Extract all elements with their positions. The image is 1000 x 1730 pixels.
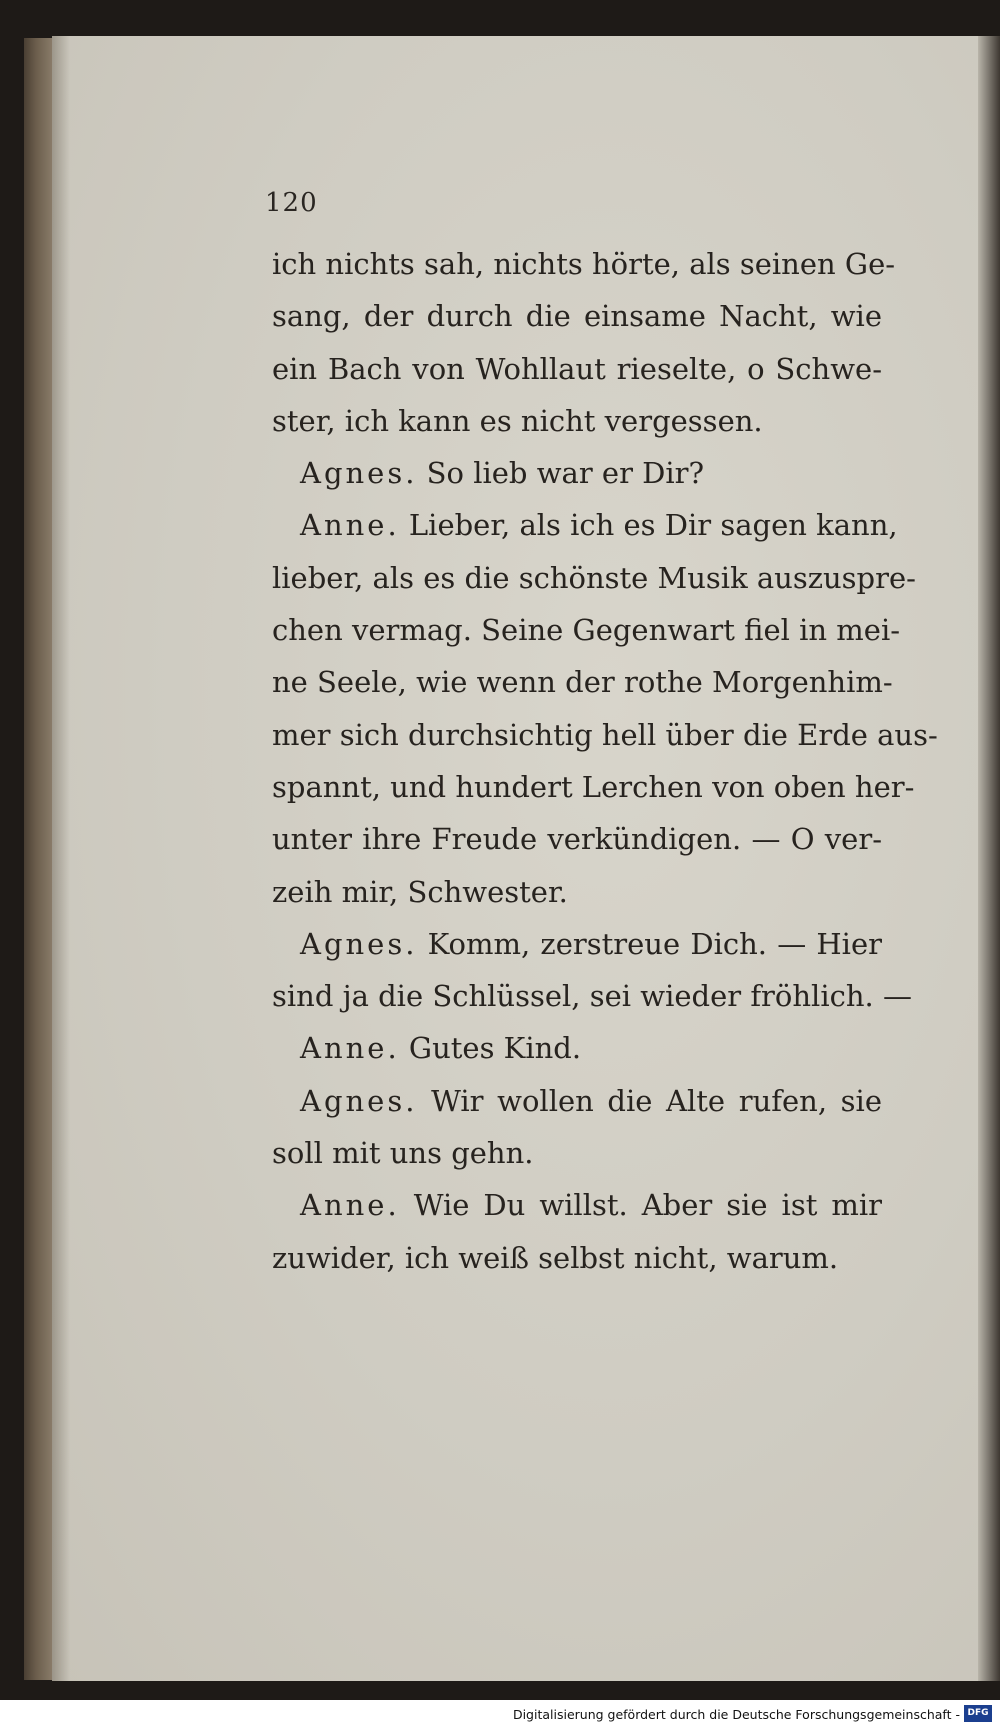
speaker-name: Anne.	[300, 1031, 400, 1066]
text-line	[272, 813, 882, 865]
line-text: chen vermag. Seine Gegenwart fiel in mei-	[272, 613, 901, 648]
speaker-name: Agnes.	[300, 1083, 418, 1118]
text-line	[272, 238, 896, 290]
text-line	[272, 343, 882, 395]
text-line	[272, 1232, 882, 1284]
text-line	[272, 1075, 882, 1127]
page-right-edge	[978, 36, 1000, 1681]
book-spine-edge	[24, 38, 54, 1680]
text-line	[272, 1022, 882, 1074]
speaker-name: Anne.	[300, 508, 400, 543]
line-text: sang, der durch die einsame Nacht, wie	[272, 299, 882, 334]
line-text: sind ja die Schlüssel, sei wieder fröhlich. —	[272, 979, 912, 1014]
line-text: Komm, zerstreue Dich. — Hier	[427, 926, 882, 961]
page-gutter-shadow	[52, 36, 70, 1681]
text-line	[272, 499, 898, 551]
line-text: soll mit uns gehn.	[272, 1136, 534, 1171]
line-text: Lieber, als ich es Dir sagen kann,	[408, 508, 898, 543]
line-text: ster, ich kann es nicht vergessen.	[272, 403, 763, 438]
text-line	[272, 290, 882, 342]
footer-credit: Digitalisierung gefördert durch die Deutsche Forschungsgemeinschaft -	[512, 1707, 960, 1722]
line-text: ich nichts sah, nichts hörte, als seinen Ge-	[272, 247, 896, 281]
text-line	[272, 866, 882, 918]
line-text: zuwider, ich weiß selbst nicht, warum.	[272, 1240, 839, 1275]
text-line	[272, 1127, 882, 1179]
speaker-name: Agnes.	[300, 456, 418, 491]
dfg-logo: DFG	[964, 1705, 992, 1722]
speaker-name: Anne.	[300, 1188, 400, 1223]
line-text: lieber, als es die schönste Musik auszuspre-	[272, 560, 916, 595]
footer	[0, 1700, 1000, 1730]
text-line	[272, 1179, 882, 1231]
text-line	[272, 395, 882, 447]
text-line	[272, 918, 882, 970]
text-block	[272, 238, 938, 1284]
line-text: spannt, und hundert Lerchen von oben her-	[272, 769, 915, 804]
line-text: ein Bach von Wohllaut rieselte, o Schwe-	[272, 351, 882, 386]
text-line	[272, 709, 938, 761]
text-line	[272, 604, 901, 656]
line-text: ne Seele, wie wenn der rothe Morgenhim-	[272, 665, 893, 700]
line-text: Wie Du willst. Aber sie ist mir	[413, 1188, 882, 1223]
text-line	[272, 761, 915, 813]
line-text: zeih mir, Schwester.	[272, 874, 568, 909]
speaker-name: Agnes.	[300, 926, 418, 961]
line-text: Gutes Kind.	[408, 1031, 582, 1066]
line-text: So lieb war er Dir?	[426, 456, 705, 491]
text-line	[272, 656, 893, 708]
text-line	[272, 447, 882, 499]
line-text: unter ihre Freude verkündigen. — O ver-	[272, 822, 882, 857]
text-line	[272, 970, 912, 1022]
line-text: mer sich durchsichtig hell über die Erde aus-	[272, 717, 938, 752]
text-line	[272, 552, 916, 604]
page-number: 120	[265, 188, 318, 218]
line-text: Wir wollen die Alte rufen, sie	[431, 1083, 882, 1118]
